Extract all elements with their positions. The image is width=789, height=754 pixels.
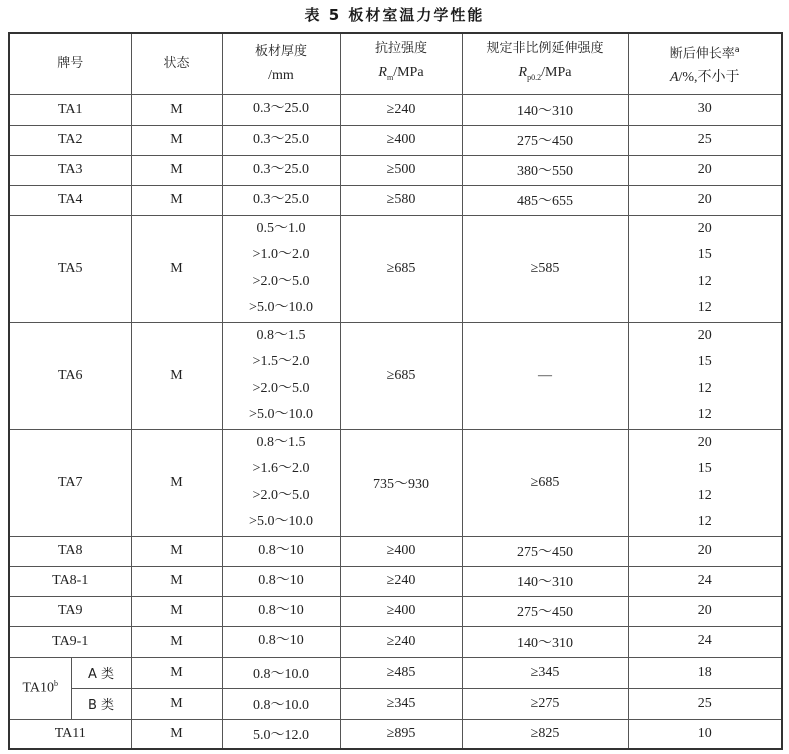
cell-state: M (131, 185, 222, 215)
cell-tensile: ≥400 (340, 536, 462, 566)
cell-yield: 275～450 (462, 536, 628, 566)
cell-grade: TA8-1 (9, 566, 131, 596)
table-row (9, 536, 782, 566)
cell-grade: TA2 (9, 125, 131, 155)
cell-tensile: ≥240 (340, 566, 462, 596)
table-row (9, 155, 782, 185)
cell-tensile: ≥400 (340, 596, 462, 626)
cell-yield: ≥825 (462, 719, 628, 749)
table-row (9, 94, 782, 125)
cell-elongation: 20 15 12 12 (628, 429, 782, 536)
cell-state: M (131, 566, 222, 596)
table-row (9, 185, 782, 215)
cell-yield: 485～655 (462, 185, 628, 215)
cell-thickness: 0.8～10.0 (222, 688, 340, 719)
table-row (9, 626, 782, 657)
cell-elongation: 25 (628, 125, 782, 155)
cell-elongation: 20 (628, 536, 782, 566)
cell-yield: 140～310 (462, 94, 628, 125)
cell-thickness: 0.8～10 (222, 536, 340, 566)
cell-thickness: 0.8～10.0 (222, 657, 340, 688)
cell-elongation: 20 (628, 185, 782, 215)
cell-tensile: 735～930 (340, 429, 462, 536)
header-row (9, 33, 782, 94)
cell-thickness: 0.8～10 (222, 566, 340, 596)
table-row (9, 215, 782, 322)
cell-elongation: 24 (628, 626, 782, 657)
header-grade: 牌号 (9, 33, 131, 94)
cell-grade: TA9 (9, 596, 131, 626)
cell-tensile: ≥400 (340, 125, 462, 155)
mechanical-properties-table (8, 32, 783, 750)
cell-state: M (131, 94, 222, 125)
cell-elongation: 20 (628, 596, 782, 626)
table-row (9, 596, 782, 626)
cell-tensile: ≥580 (340, 185, 462, 215)
cell-yield: ≥345 (462, 657, 628, 688)
cell-yield: 380～550 (462, 155, 628, 185)
cell-yield: — (462, 322, 628, 429)
table-row (9, 688, 782, 719)
cell-grade: TA7 (9, 429, 131, 536)
cell-tensile: ≥240 (340, 626, 462, 657)
cell-state: M (131, 215, 222, 322)
cell-tensile: ≥895 (340, 719, 462, 749)
header-elongation: 断后伸长率$^a$ A/%,不小于 (628, 33, 782, 94)
cell-elongation: 20 15 12 12 (628, 215, 782, 322)
cell-tensile: ≥685 (340, 322, 462, 429)
cell-grade: TA4 (9, 185, 131, 215)
cell-thickness: 0.8～10 (222, 626, 340, 657)
cell-thickness: 0.8～10 (222, 596, 340, 626)
header-tensile: 抗拉强度 $R_m$/MPa (340, 33, 462, 94)
cell-tensile: ≥240 (340, 94, 462, 125)
cell-thickness: 0.3～25.0 (222, 125, 340, 155)
cell-yield: ≥275 (462, 688, 628, 719)
table-row (9, 719, 782, 749)
table-row (9, 566, 782, 596)
cell-grade: TA1 (9, 94, 131, 125)
cell-class: B 类 (71, 688, 131, 719)
cell-thickness: 0.3～25.0 (222, 94, 340, 125)
cell-grade: TA8 (9, 536, 131, 566)
cell-tensile: ≥685 (340, 215, 462, 322)
cell-yield: 140～310 (462, 566, 628, 596)
cell-state: M (131, 322, 222, 429)
cell-elongation: 25 (628, 688, 782, 719)
cell-thickness: 5.0～12.0 (222, 719, 340, 749)
cell-class: A 类 (71, 657, 131, 688)
cell-tensile: ≥345 (340, 688, 462, 719)
cell-thickness: 0.3～25.0 (222, 155, 340, 185)
cell-yield: 275～450 (462, 596, 628, 626)
table-row (9, 125, 782, 155)
cell-elongation: 18 (628, 657, 782, 688)
cell-state: M (131, 719, 222, 749)
cell-yield: 140～310 (462, 626, 628, 657)
cell-elongation: 20 15 12 12 (628, 322, 782, 429)
cell-yield: 275～450 (462, 125, 628, 155)
table-title: 表 5 板材室温力学性能 (304, 6, 485, 24)
cell-elongation: 30 (628, 94, 782, 125)
cell-thickness: 0.5～1.0 >1.0～2.0 >2.0～5.0 >5.0～10.0 (222, 215, 340, 322)
cell-yield: ≥685 (462, 429, 628, 536)
cell-tensile: ≥485 (340, 657, 462, 688)
cell-state: M (131, 626, 222, 657)
cell-grade: TA9-1 (9, 626, 131, 657)
cell-elongation: 24 (628, 566, 782, 596)
cell-thickness: 0.8～1.5 >1.5～2.0 >2.0～5.0 >5.0～10.0 (222, 322, 340, 429)
header-yield: 规定非比例延伸强度 $R_{p0.2}$/MPa (462, 33, 628, 94)
cell-grade: TA5 (9, 215, 131, 322)
cell-state: M (131, 657, 222, 688)
cell-tensile: ≥500 (340, 155, 462, 185)
cell-state: M (131, 155, 222, 185)
table-row (9, 429, 782, 536)
cell-grade: TA3 (9, 155, 131, 185)
cell-thickness: 0.8～1.5 >1.6～2.0 >2.0～5.0 >5.0～10.0 (222, 429, 340, 536)
cell-state: M (131, 125, 222, 155)
cell-grade: TA10$^b$ (9, 657, 71, 719)
cell-elongation: 20 (628, 155, 782, 185)
cell-grade: TA6 (9, 322, 131, 429)
table-row (9, 657, 782, 688)
cell-state: M (131, 536, 222, 566)
header-state: 状态 (131, 33, 222, 94)
cell-yield: ≥585 (462, 215, 628, 322)
cell-state: M (131, 596, 222, 626)
cell-elongation: 10 (628, 719, 782, 749)
cell-state: M (131, 429, 222, 536)
cell-state: M (131, 688, 222, 719)
cell-grade: TA11 (9, 719, 131, 749)
cell-thickness: 0.3～25.0 (222, 185, 340, 215)
table-row (9, 322, 782, 429)
header-thickness: 板材厚度 /mm (222, 33, 340, 94)
